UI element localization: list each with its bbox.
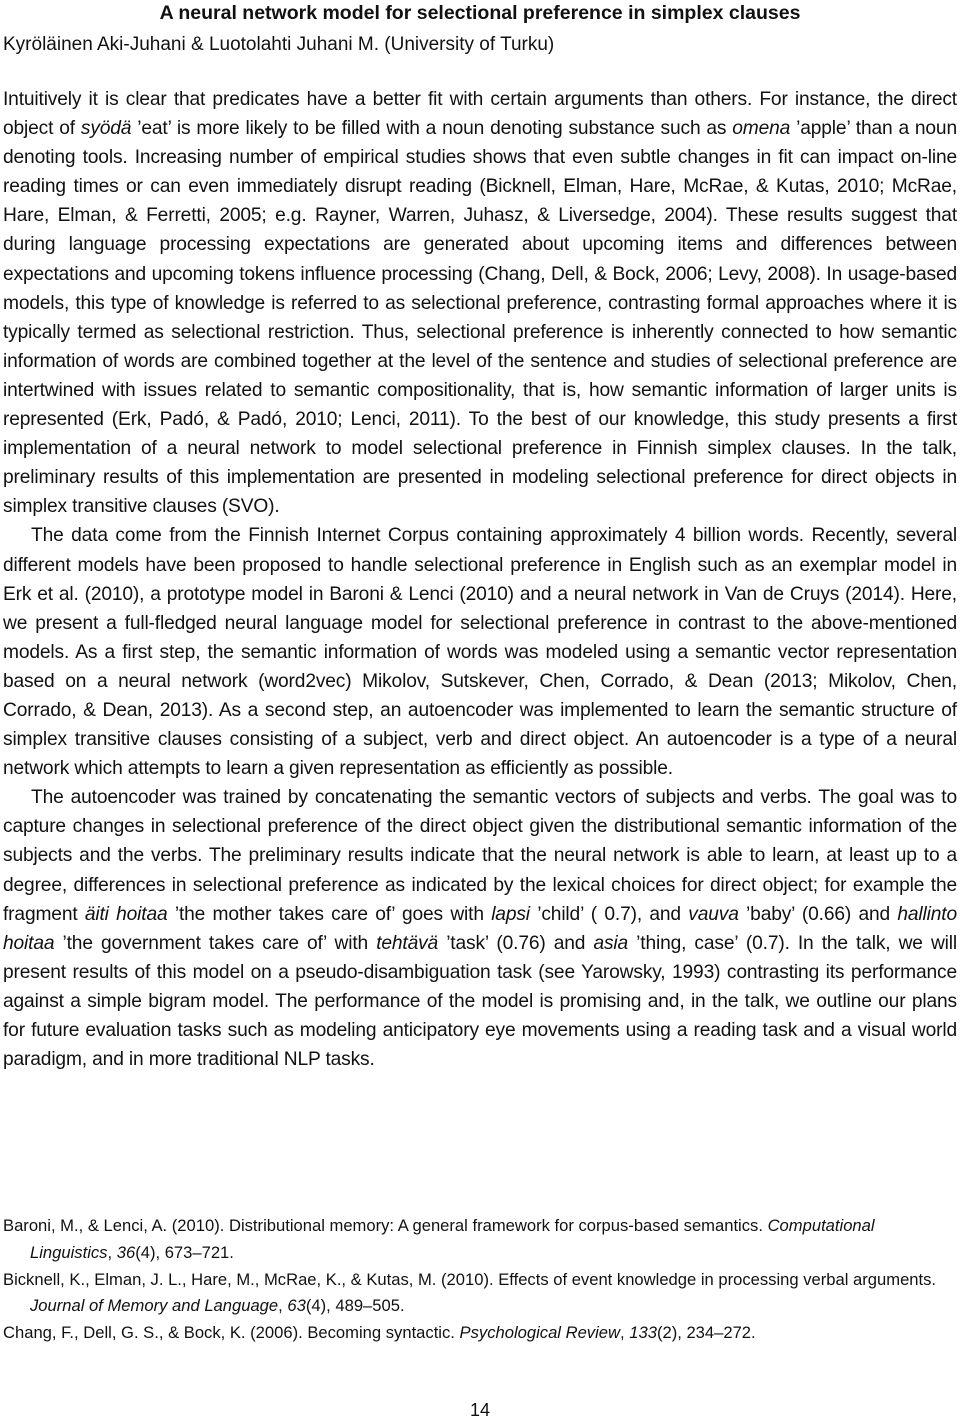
reference-entry: Chang, F., Dell, G. S., & Bock, K. (2006). Becoming syntactic. Psychological Review, 133(2), 234–272. — [3, 1323, 756, 1343]
reference-pages: (4), 673–721. — [135, 1242, 234, 1262]
abstract-body — [3, 85, 957, 1074]
reference-pages: (4), 489–505. — [305, 1296, 405, 1316]
author-line: Kyröläinen Aki-Juhani & Luotolahti Juhani M. (University of Turku) — [3, 34, 555, 55]
reference-volume: 133 — [629, 1323, 657, 1343]
body-paragraph: The data come from the Finnish Internet Corpus containing approximately 4 billion words. Recently, several different models have been proposed to handle selectional preference in English such as an exemplar model in Erk et al. (2010), a prototype model in Baroni & Lenci (2010) and a neural network in Van de Cruys (2014). Here, we present a full-fledged neural language model for selectional preference in contrast to the above-mentioned models. As a first step, the semantic information of words was modeled using a semantic vector representation based on a neural network (word2vec) Mikolov, Sutskever, Chen, Corrado, & Dean (2013; Mikolov, Chen, Corrado, & Dean, 2013). As a second step, an autoencoder was implemented to learn the semantic structure of simplex transitive clauses consisting of a subject, verb and direct object. An autoencoder is a type of a neural network which attempts to learn a given representation as efficiently as possible. — [3, 525, 957, 780]
reference-list — [3, 1213, 957, 1347]
body-paragraph: The autoencoder was trained by concatenating the semantic vectors of subjects and verbs. The goal was to capture changes in selectional preference of the direct object given the distributional semantic information of the subjects and the verbs. The preliminary results indicate that the neural network is able to learn, at least up to a degree, differences in selectional preference as indicated by the lexical choices for direct object; for example the fragment äiti hoitaa ’the mother takes care of’ goes with lapsi ’child’ ( 0.7), and vauva ’baby’ (0.66) and hallinto hoitaa ’the government takes care of’ with tehtävä ’task’ (0.76) and asia ’thing, case’ (0.7). In the talk, we will present results of this model on a pseudo-disambiguation task (see Yarowsky, 1993) contrasting its performance against a simple bigram model. The performance of the model is promising and, in the talk, we outline our plans for future evaluation tasks such as modeling anticipatory eye movements using a reading task and a visual world paradigm, and in more traditional NLP tasks. — [3, 787, 957, 1071]
reference-journal: Psychological Review — [459, 1323, 621, 1343]
body-paragraph: Intuitively it is clear that predicates have a better fit with certain arguments than others. For instance, the direct object of syödä ’eat’ is more likely to be filled with a noun denoting substance such as omena ’apple’ than a noun denoting tools. Increasing number of empirical studies shows that even subtle changes in fit can impact on-line reading times or can even immediately disrupt reading (Bicknell, Elman, Hare, McRae, & Kutas, 2010; McRae, Hare, Elman, & Ferretti, 2005; e.g. Rayner, Warren, Juhasz, & Liversedge, 2004). These results suggest that during language processing expectations are generated about upcoming items and differences between expectations and upcoming tokens influence processing (Chang, Dell, & Bock, 2006; Levy, 2008). In usage-based models, this type of knowledge is referred to as selectional preference, contrasting formal approaches where it is typically termed as selectional restriction. Thus, selectional preference is inherently connected to how semantic information of words are combined together at the level of the sentence and studies of selectional preference are intertwined with issues related to semantic compositionality, that is, how semantic information of larger units is represented (Erk, Padó, & Padó, 2010; Lenci, 2011). To the best of our knowledge, this study presents a first implementation of a neural network to model selectional preference in Finnish simplex clauses. In the talk, preliminary results of this implementation are presented in modeling selectional preference for direct objects in simplex transitive clauses (SVO). — [3, 89, 957, 518]
reference-authors: Chang, F., Dell, G. S., & Bock, K. (2006). Becoming syntactic. — [3, 1323, 455, 1343]
reference-volume: 36 — [116, 1242, 136, 1262]
reference-pages: (2), 234–272. — [656, 1323, 756, 1343]
reference-entry: Bicknell, K., Elman, J. L., Hare, M., McRae, K., & Kutas, M. (2010). Effects of event knowledge in processing verbal arguments. Journal of Memory and Language, 63(4), 489–505. — [3, 1269, 937, 1316]
reference-volume: 63 — [287, 1296, 306, 1316]
paper-title: A neural network model for selectional preference in simplex clauses — [159, 2, 801, 24]
reference-authors: Baroni, M., & Lenci, A. (2010). Distributional memory: A general framework for corpus-based semantics. — [3, 1216, 763, 1235]
reference-authors: Bicknell, K., Elman, J. L., Hare, M., McRae, K., & Kutas, M. (2010). Effects of event knowledge in processing verbal arguments. — [3, 1269, 937, 1289]
reference-journal: Computational Linguistics — [30, 1216, 875, 1262]
reference-entry: Baroni, M., & Lenci, A. (2010). Distributional memory: A general framework for corpus-based semantics. Computational Linguistics, 36(4), 673–721. — [3, 1216, 875, 1262]
page-number: 14 — [469, 1400, 491, 1420]
reference-journal: Journal of Memory and Language — [30, 1296, 279, 1316]
